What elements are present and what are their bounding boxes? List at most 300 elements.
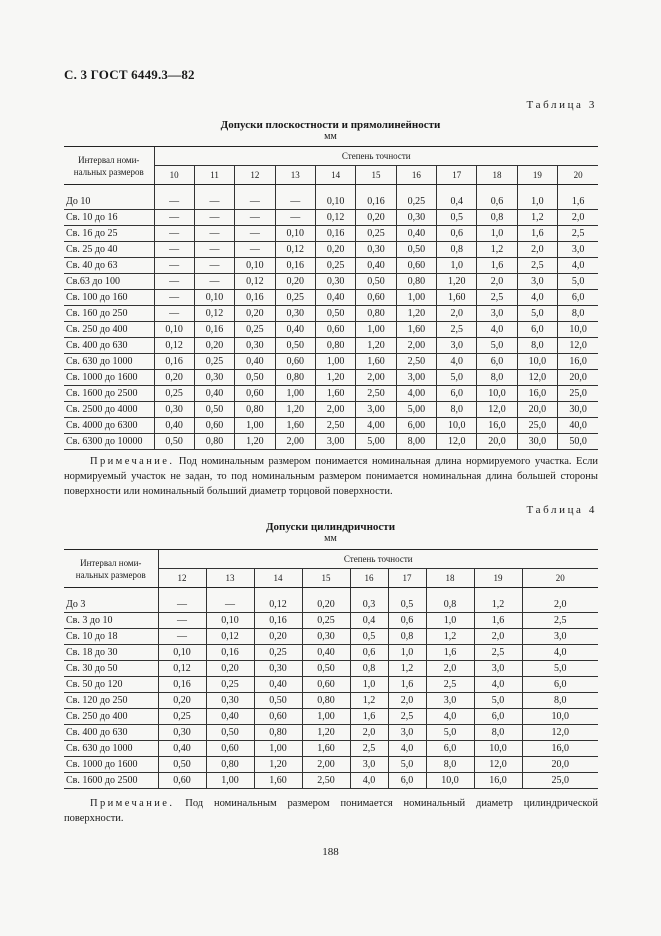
tolerance-cell: 5,00 (396, 402, 436, 418)
tolerance-cell: 5,0 (474, 693, 522, 709)
tolerance-cell: 0,80 (396, 274, 436, 290)
tolerance-cell: 3,0 (477, 306, 517, 322)
tolerance-cell: — (235, 242, 275, 258)
tolerance-cell: 0,25 (275, 290, 315, 306)
table-3-title: Допуски плоскостности и прямолинейности (220, 119, 441, 131)
grade-column-header: 12 (158, 569, 206, 588)
interval-cell: Св. 400 до 630 (64, 338, 154, 354)
tolerance-cell: 1,00 (396, 290, 436, 306)
tolerance-cell: 12,0 (474, 757, 522, 773)
tolerance-cell: 0,40 (206, 709, 254, 725)
tolerance-cell: 4,00 (396, 386, 436, 402)
tolerance-cell: 0,50 (158, 757, 206, 773)
interval-cell: До 10 (64, 194, 154, 210)
tolerance-cell: 0,25 (356, 226, 396, 242)
tolerance-cell: — (194, 194, 234, 210)
grade-column-header: 15 (302, 569, 350, 588)
tolerance-cell: 5,0 (388, 757, 426, 773)
tolerance-cell: 4,0 (477, 322, 517, 338)
tolerance-cell: 2,5 (474, 645, 522, 661)
tolerance-cell: 30,0 (517, 434, 557, 450)
tolerance-cell: 2,50 (396, 354, 436, 370)
table-row (64, 306, 598, 322)
grade-column-header: 17 (437, 166, 477, 185)
tolerance-cell: 2,0 (522, 597, 598, 613)
tolerance-cell: 0,16 (315, 226, 355, 242)
tolerance-cell: 1,00 (275, 386, 315, 402)
page-number: 188 (322, 846, 339, 858)
tolerance-cell: 2,0 (517, 242, 557, 258)
tolerance-cell: — (206, 597, 254, 613)
table-row (64, 242, 598, 258)
tolerance-cell: 0,30 (302, 629, 350, 645)
tolerance-cell: 0,50 (356, 274, 396, 290)
interval-cell: Св. 100 до 160 (64, 290, 154, 306)
tolerance-cell: 1,20 (396, 306, 436, 322)
tolerance-cell: 0,8 (477, 210, 517, 226)
tolerance-cell: 5,0 (477, 338, 517, 354)
tolerance-cell: 12,0 (477, 402, 517, 418)
tolerance-cell: 6,0 (522, 677, 598, 693)
table-row (64, 322, 598, 338)
tolerance-cell: — (158, 629, 206, 645)
tolerance-cell: 0,60 (315, 322, 355, 338)
table-row (64, 354, 598, 370)
tolerance-cell: 1,60 (437, 290, 477, 306)
tolerance-cell: 1,2 (388, 661, 426, 677)
tolerance-cell: 0,8 (437, 242, 477, 258)
tolerance-cell: 0,12 (158, 661, 206, 677)
tolerance-cell: 0,60 (194, 418, 234, 434)
tolerance-cell: 1,6 (426, 645, 474, 661)
tolerance-cell: — (235, 210, 275, 226)
grade-column-header: 12 (235, 166, 275, 185)
tolerance-cell: 0,5 (437, 210, 477, 226)
tolerance-cell: 3,00 (396, 370, 436, 386)
tolerance-cell: 0,80 (356, 306, 396, 322)
tolerance-cell: 0,8 (426, 597, 474, 613)
tolerance-cell: 1,0 (477, 226, 517, 242)
tolerance-cell: 1,20 (356, 338, 396, 354)
tolerance-cell: 0,12 (254, 597, 302, 613)
tolerance-cell: 0,50 (396, 242, 436, 258)
tolerance-cell: 6,0 (558, 290, 598, 306)
tolerance-cell: 10,0 (474, 741, 522, 757)
tolerance-cell: 3,0 (426, 693, 474, 709)
tolerance-cell: 8,00 (396, 434, 436, 450)
tolerance-cell: 5,00 (356, 434, 396, 450)
tolerance-cell: 0,4 (437, 194, 477, 210)
tolerance-cell: 0,60 (235, 386, 275, 402)
tolerance-cell: 1,6 (388, 677, 426, 693)
interval-cell: Св. 1000 до 1600 (64, 370, 154, 386)
tolerance-cell: 0,30 (154, 402, 194, 418)
grade-column-header: 18 (426, 569, 474, 588)
tolerance-cell: 0,30 (356, 242, 396, 258)
tolerance-cell: 0,25 (206, 677, 254, 693)
tolerance-cell: 1,20 (302, 725, 350, 741)
tolerance-cell: 8,0 (474, 725, 522, 741)
tolerance-cell: 3,0 (350, 757, 388, 773)
table-row (64, 386, 598, 402)
tolerance-cell: 0,10 (275, 226, 315, 242)
tolerance-cell: 0,40 (254, 677, 302, 693)
tolerance-cell: 1,2 (477, 242, 517, 258)
tolerance-cell: 0,50 (302, 661, 350, 677)
tolerance-cell: — (194, 242, 234, 258)
tolerance-cell: 1,6 (474, 613, 522, 629)
table-4 (64, 549, 598, 789)
table-row (64, 434, 598, 450)
tolerance-cell: — (154, 306, 194, 322)
interval-cell: Св. 3 до 10 (64, 613, 158, 629)
tolerance-cell: 0,60 (302, 677, 350, 693)
table-row (64, 677, 598, 693)
tolerance-cell: 0,10 (158, 645, 206, 661)
tolerance-cell: — (194, 210, 234, 226)
interval-header: Интервал номи- нальных размеров (64, 550, 158, 588)
interval-cell: Св. 1000 до 1600 (64, 757, 158, 773)
tolerance-cell: 0,10 (206, 613, 254, 629)
tolerance-cell: — (154, 274, 194, 290)
tolerance-cell: 0,16 (206, 645, 254, 661)
table-row (64, 210, 598, 226)
tolerance-cell: 25,0 (522, 773, 598, 789)
grade-column-header: 14 (315, 166, 355, 185)
tolerance-cell: 0,16 (235, 290, 275, 306)
tolerance-cell: — (275, 194, 315, 210)
tolerance-cell: 0,80 (254, 725, 302, 741)
tolerance-cell: 4,0 (426, 709, 474, 725)
tolerance-cell: 0,20 (206, 661, 254, 677)
tolerance-cell: 1,60 (356, 354, 396, 370)
tolerance-cell: 2,0 (477, 274, 517, 290)
table-4-note (64, 796, 598, 826)
tolerance-cell: 2,00 (315, 402, 355, 418)
tolerance-cell: 8,0 (477, 370, 517, 386)
tolerance-cell: 10,0 (558, 322, 598, 338)
tolerance-cell: 1,00 (315, 354, 355, 370)
tolerance-cell: 0,12 (235, 274, 275, 290)
interval-cell: Св. 630 до 1000 (64, 741, 158, 757)
tolerance-cell: 0,10 (154, 322, 194, 338)
tolerance-cell: 0,40 (235, 354, 275, 370)
tolerance-cell: 0,10 (315, 194, 355, 210)
interval-cell: Св.63 до 100 (64, 274, 154, 290)
tolerance-cell: 2,0 (437, 306, 477, 322)
interval-cell: Св. 1600 до 2500 (64, 773, 158, 789)
tolerance-cell: 0,16 (154, 354, 194, 370)
tolerance-cell: 0,8 (350, 661, 388, 677)
tolerance-cell: 0,4 (350, 613, 388, 629)
tolerance-cell: 0,25 (302, 613, 350, 629)
tolerance-cell: 16,0 (477, 418, 517, 434)
tolerance-cell: 5,0 (558, 274, 598, 290)
tolerance-cell: 0,20 (302, 597, 350, 613)
tolerance-cell: 0,25 (194, 354, 234, 370)
tolerance-cell: 25,0 (558, 386, 598, 402)
table-row (64, 338, 598, 354)
table-row (64, 274, 598, 290)
tolerance-cell: 10,0 (477, 386, 517, 402)
tolerance-cell: 1,6 (350, 709, 388, 725)
tolerance-cell: — (154, 194, 194, 210)
tolerance-cell: 16,0 (522, 741, 598, 757)
tolerance-cell: 0,20 (275, 274, 315, 290)
tolerance-cell: 1,60 (254, 773, 302, 789)
table-row (64, 629, 598, 645)
tolerance-cell: 10,0 (426, 773, 474, 789)
tolerance-cell: 50,0 (558, 434, 598, 450)
tolerance-cell: 5,0 (437, 370, 477, 386)
tolerance-cell: 10,0 (437, 418, 477, 434)
tolerance-cell: 0,16 (275, 258, 315, 274)
tolerance-cell: 0,20 (235, 306, 275, 322)
tolerance-cell: 0,12 (275, 242, 315, 258)
tolerance-cell: 1,6 (558, 194, 598, 210)
tolerance-cell: 0,16 (254, 613, 302, 629)
tolerance-cell: 0,80 (275, 370, 315, 386)
tolerance-cell: — (158, 597, 206, 613)
table-row (64, 757, 598, 773)
tolerance-cell: 2,00 (396, 338, 436, 354)
grade-column-header: 14 (254, 569, 302, 588)
tolerance-cell: 0,12 (194, 306, 234, 322)
tolerance-cell: 0,10 (235, 258, 275, 274)
table-row (64, 741, 598, 757)
table-row (64, 597, 598, 613)
tolerance-cell: 0,50 (315, 306, 355, 322)
tolerance-cell: 0,40 (356, 258, 396, 274)
tolerance-cell: 2,50 (302, 773, 350, 789)
grade-column-header: 11 (194, 166, 234, 185)
tolerance-cell: 12,0 (558, 338, 598, 354)
interval-cell: Св. 40 до 63 (64, 258, 154, 274)
table-3-note (64, 454, 598, 499)
tolerance-cell: 8,0 (437, 402, 477, 418)
tolerance-cell: 3,0 (558, 242, 598, 258)
tolerance-cell: 4,0 (350, 773, 388, 789)
tolerance-cell: 0,40 (154, 418, 194, 434)
tolerance-cell: 3,0 (522, 629, 598, 645)
tolerance-cell: 12,0 (517, 370, 557, 386)
tolerance-cell: 8,0 (558, 306, 598, 322)
tolerance-cell: 0,20 (254, 629, 302, 645)
tolerance-cell: 0,16 (158, 677, 206, 693)
tolerance-cell: 0,60 (356, 290, 396, 306)
tolerance-cell: 1,0 (426, 613, 474, 629)
tolerance-cell: 4,0 (522, 645, 598, 661)
tolerance-cell: — (154, 290, 194, 306)
tolerance-cell: 0,25 (158, 709, 206, 725)
tolerance-cell: 3,0 (437, 338, 477, 354)
tolerance-cell: 0,40 (315, 290, 355, 306)
tolerance-cell: 0,25 (396, 194, 436, 210)
tolerance-cell: 0,25 (315, 258, 355, 274)
tolerance-cell: 16,0 (517, 386, 557, 402)
tolerance-cell: — (235, 226, 275, 242)
table-3-unit: мм (324, 131, 337, 142)
tolerance-cell: 0,40 (302, 645, 350, 661)
tolerance-cell: 0,10 (194, 290, 234, 306)
grade-column-header: 19 (474, 569, 522, 588)
interval-cell: До 3 (64, 597, 158, 613)
tolerance-cell: 0,60 (206, 741, 254, 757)
grade-header: Степень точности (154, 147, 598, 166)
tolerance-cell: 0,6 (437, 226, 477, 242)
tolerance-cell: 2,0 (474, 629, 522, 645)
tolerance-cell: 0,80 (235, 402, 275, 418)
tolerance-cell: 30,0 (558, 402, 598, 418)
tolerance-cell: 1,00 (302, 709, 350, 725)
table-3-label: Таблица 3 (526, 99, 597, 111)
tolerance-cell: 0,12 (154, 338, 194, 354)
tolerance-cell: 0,30 (158, 725, 206, 741)
tolerance-cell: 2,50 (356, 386, 396, 402)
tolerance-cell: 0,80 (194, 434, 234, 450)
tolerance-cell: 1,6 (517, 226, 557, 242)
tolerance-cell: 0,5 (388, 597, 426, 613)
tolerance-cell: 2,0 (350, 725, 388, 741)
tolerance-cell: 2,5 (558, 226, 598, 242)
note-text: Под номинальным размером понимается номинальный диаметр цилиндрической поверхности. (64, 798, 598, 824)
interval-cell: Св. 250 до 400 (64, 709, 158, 725)
tolerance-cell: 3,0 (474, 661, 522, 677)
tolerance-cell: 16,0 (558, 354, 598, 370)
tolerance-cell: 8,0 (517, 338, 557, 354)
tolerance-cell: 4,00 (356, 418, 396, 434)
tolerance-cell: 1,0 (437, 258, 477, 274)
tolerance-cell: 6,0 (517, 322, 557, 338)
tolerance-cell: 10,0 (522, 709, 598, 725)
interval-cell: Св. 2500 до 4000 (64, 402, 154, 418)
tolerance-cell: 0,6 (388, 613, 426, 629)
tolerance-cell: — (194, 274, 234, 290)
tolerance-cell: 2,5 (388, 709, 426, 725)
tolerance-cell: 0,30 (254, 661, 302, 677)
tolerance-cell: 0,50 (206, 725, 254, 741)
tolerance-cell: 1,2 (517, 210, 557, 226)
interval-cell: Св. 30 до 50 (64, 661, 158, 677)
tolerance-cell: 1,0 (350, 677, 388, 693)
tolerance-cell: 0,30 (275, 306, 315, 322)
tolerance-cell: 1,60 (275, 418, 315, 434)
interval-cell: Св. 25 до 40 (64, 242, 154, 258)
grade-column-header: 19 (517, 166, 557, 185)
tolerance-cell: 10,0 (517, 354, 557, 370)
note-text: Под номинальным размером понимается номинальная длина нормируемого участка. Если нормируемый участок не задан, то под номинальным размером понимается номинальная длина большей стороны поверхности или номинальный больший диаметр торцовой поверхности. (64, 456, 598, 497)
tolerance-cell: 1,0 (517, 194, 557, 210)
grade-column-header: 16 (350, 569, 388, 588)
grade-column-header: 18 (477, 166, 517, 185)
tolerance-cell: 0,30 (315, 274, 355, 290)
tolerance-cell: 0,80 (206, 757, 254, 773)
tolerance-cell: — (154, 210, 194, 226)
table-4-title: Допуски цилиндричности (265, 521, 396, 533)
interval-cell: Св. 16 до 25 (64, 226, 154, 242)
table-row (64, 645, 598, 661)
table-row (64, 709, 598, 725)
tolerance-cell: 4,0 (437, 354, 477, 370)
tolerance-cell: 0,20 (315, 242, 355, 258)
tolerance-cell: 6,0 (477, 354, 517, 370)
tolerance-cell: 0,60 (275, 354, 315, 370)
tolerance-cell: 2,5 (437, 322, 477, 338)
tolerance-cell: 1,00 (254, 741, 302, 757)
tolerance-cell: 0,3 (350, 597, 388, 613)
tolerance-cell: 2,5 (517, 258, 557, 274)
tolerance-cell: 5,0 (517, 306, 557, 322)
table-row (64, 290, 598, 306)
tolerance-cell: — (158, 613, 206, 629)
tolerance-cell: 0,50 (235, 370, 275, 386)
tolerance-cell: — (154, 226, 194, 242)
grade-column-header: 17 (388, 569, 426, 588)
tolerance-cell: — (154, 258, 194, 274)
tolerance-cell: 3,0 (517, 274, 557, 290)
tolerance-cell: 0,25 (254, 645, 302, 661)
tolerance-cell: 6,0 (437, 386, 477, 402)
interval-cell: Св. 4000 до 6300 (64, 418, 154, 434)
tolerance-cell: 4,0 (517, 290, 557, 306)
table-row (64, 418, 598, 434)
tolerance-cell: 0,25 (154, 386, 194, 402)
tolerance-cell: — (235, 194, 275, 210)
tolerance-cell: 1,20 (315, 370, 355, 386)
tolerance-cell: 1,00 (356, 322, 396, 338)
tolerance-cell: — (275, 210, 315, 226)
tolerance-cell: — (154, 242, 194, 258)
tolerance-cell: 1,6 (477, 258, 517, 274)
tolerance-cell: 6,00 (396, 418, 436, 434)
tolerance-cell: 2,5 (477, 290, 517, 306)
note-lead: Примечание. (90, 456, 175, 467)
grade-column-header: 10 (154, 166, 194, 185)
tolerance-cell: 0,60 (158, 773, 206, 789)
tolerance-cell: 0,50 (154, 434, 194, 450)
tolerance-cell: 0,30 (206, 693, 254, 709)
page-header: С. 3 ГОСТ 6449.3—82 (64, 67, 195, 82)
tolerance-cell: 4,0 (474, 677, 522, 693)
tolerance-cell: 0,40 (194, 386, 234, 402)
table-4-label: Таблица 4 (526, 504, 597, 516)
tolerance-cell: 0,50 (275, 338, 315, 354)
tolerance-cell: 0,40 (158, 741, 206, 757)
tolerance-cell: 0,25 (235, 322, 275, 338)
table-row (64, 613, 598, 629)
tolerance-cell: 2,50 (315, 418, 355, 434)
table-row (64, 370, 598, 386)
tolerance-cell: 0,12 (315, 210, 355, 226)
tolerance-cell: 2,0 (388, 693, 426, 709)
tolerance-cell: 0,30 (396, 210, 436, 226)
tolerance-cell: 1,20 (437, 274, 477, 290)
interval-cell: Св. 6300 до 10000 (64, 434, 154, 450)
tolerance-cell: 0,50 (254, 693, 302, 709)
tolerance-cell: 0,16 (194, 322, 234, 338)
tolerance-cell: 0,6 (350, 645, 388, 661)
tolerance-cell: 0,40 (275, 322, 315, 338)
tolerance-cell: 2,5 (350, 741, 388, 757)
table-3 (64, 146, 598, 450)
tolerance-cell: 20,0 (558, 370, 598, 386)
tolerance-cell: 25,0 (517, 418, 557, 434)
tolerance-cell: 6,0 (474, 709, 522, 725)
tolerance-cell: 12,0 (437, 434, 477, 450)
tolerance-cell: 40,0 (558, 418, 598, 434)
tolerance-cell: 2,0 (426, 661, 474, 677)
tolerance-cell: 2,00 (302, 757, 350, 773)
